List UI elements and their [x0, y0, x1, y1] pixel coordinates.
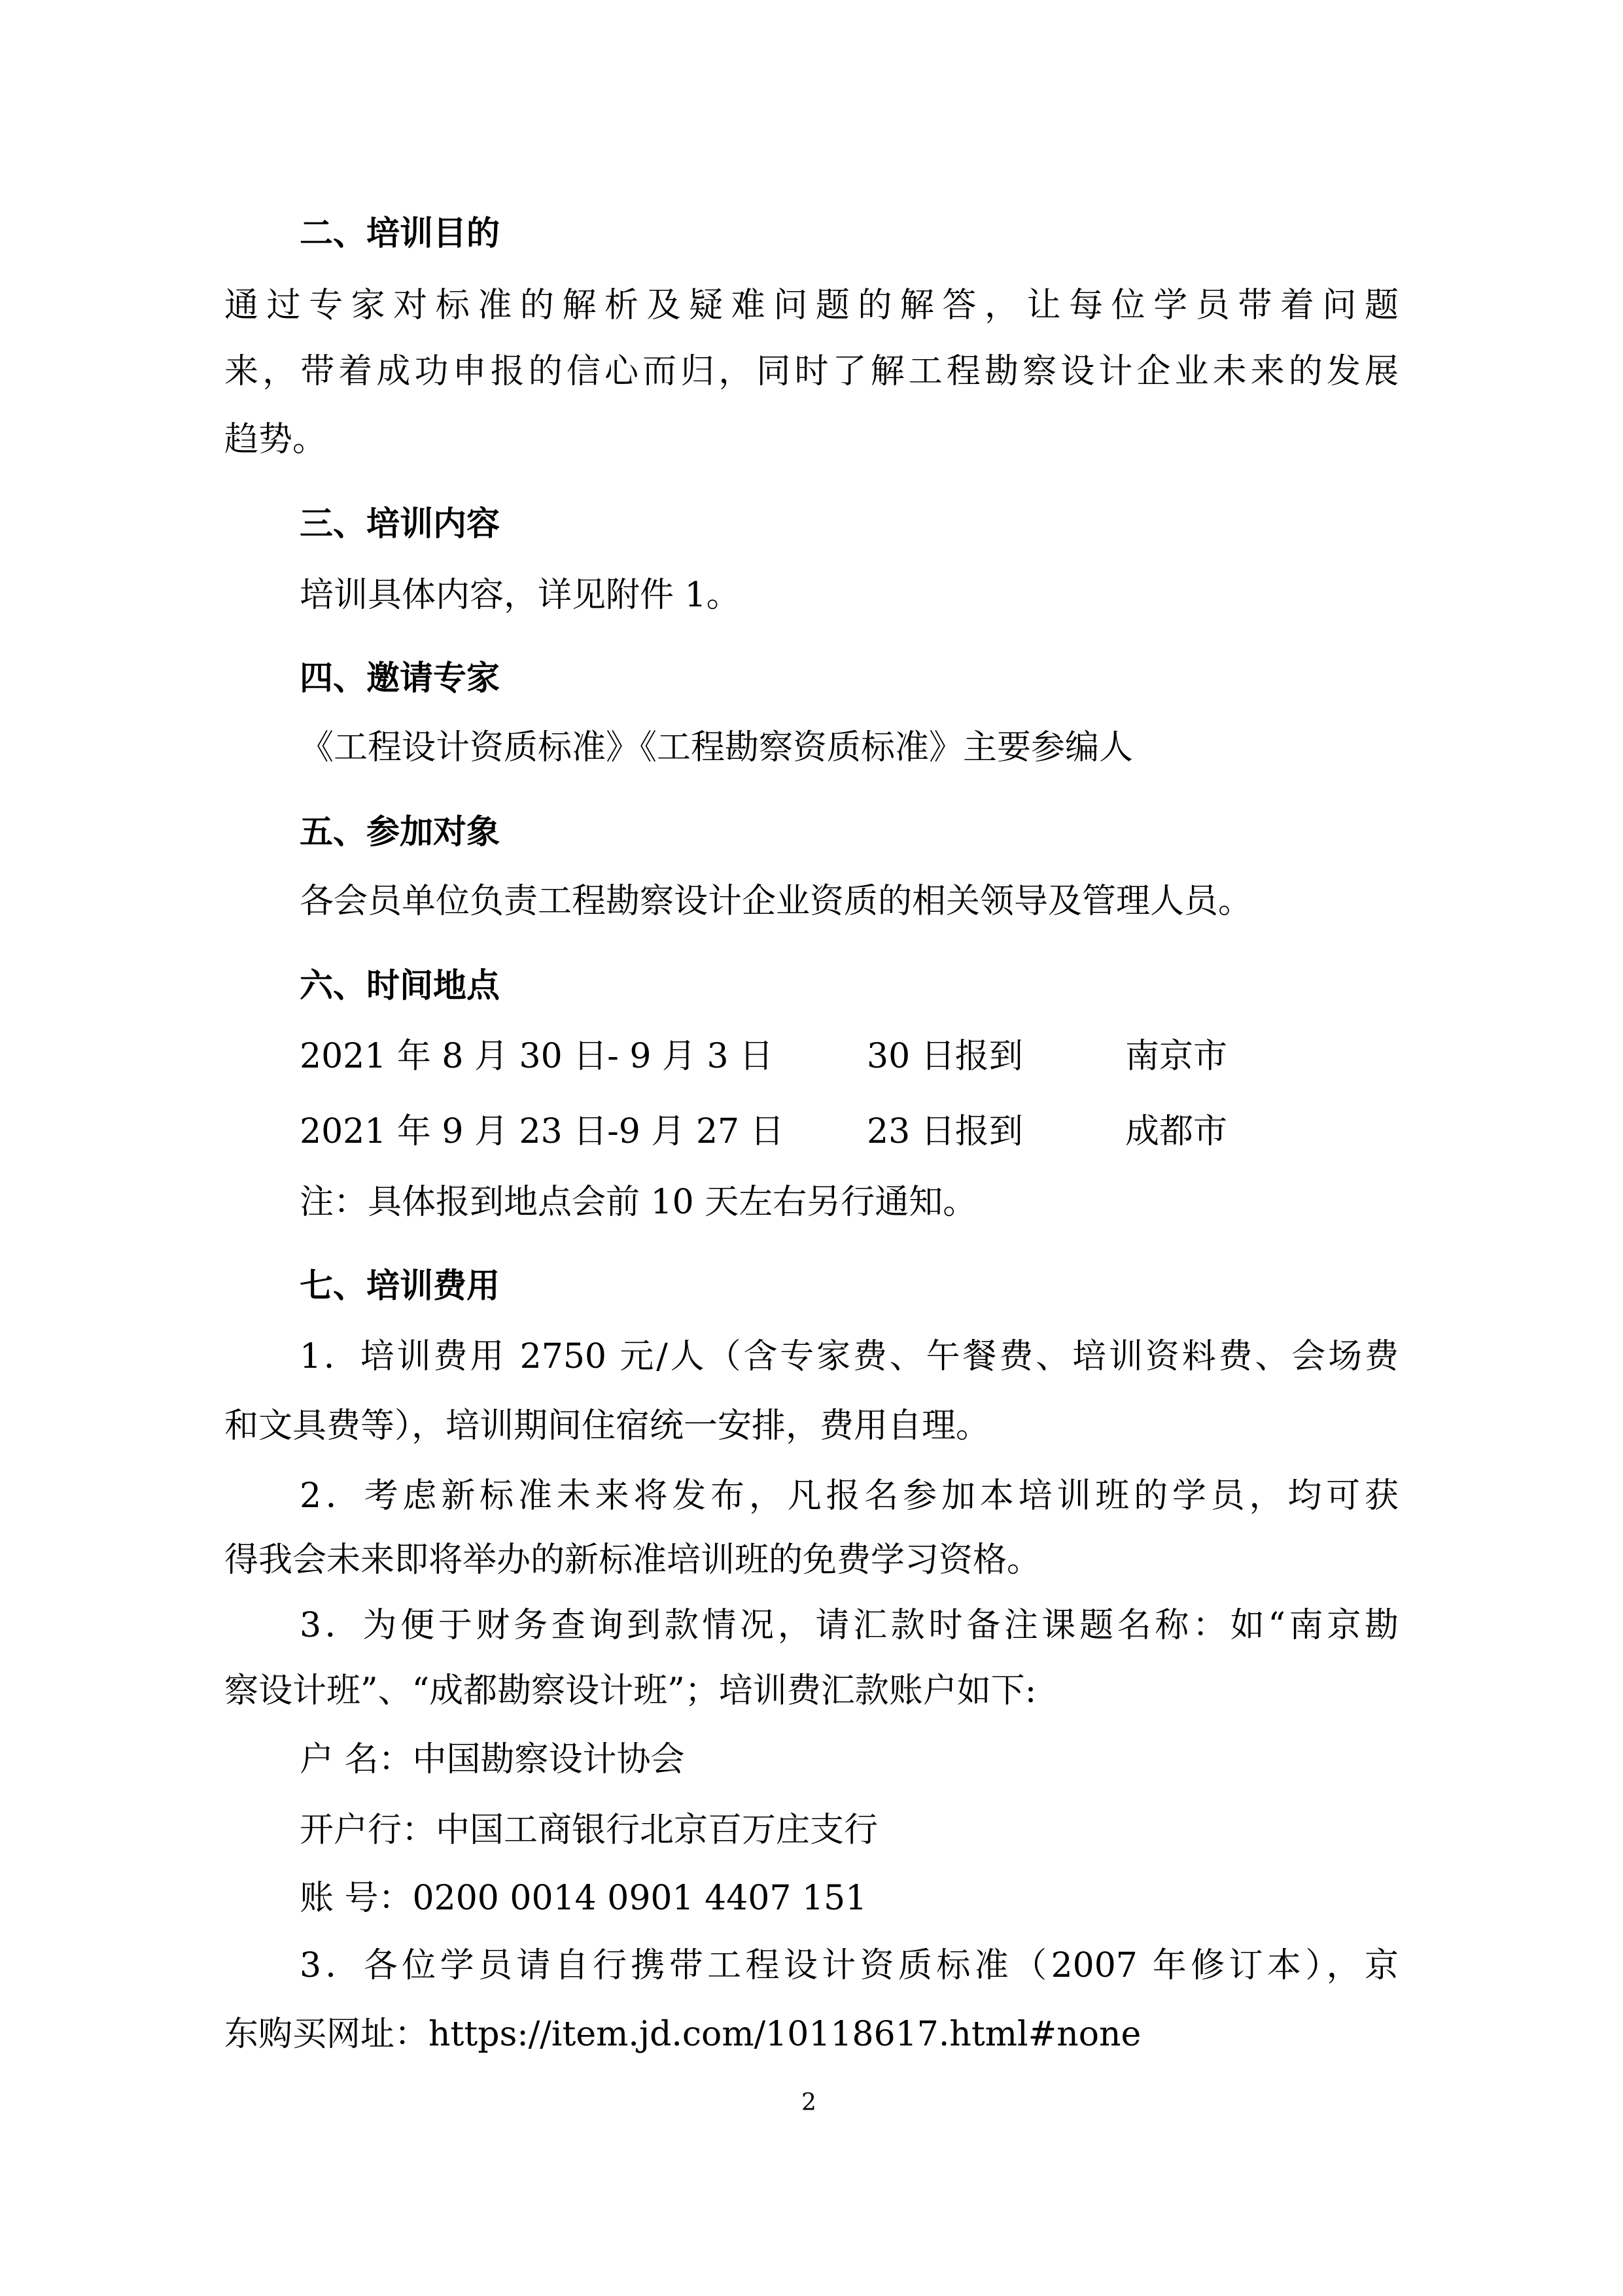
purpose-line-1: 通过专家对标准的解析及疑难问题的解答，让每位学员带着问题: [224, 286, 1399, 325]
fees-item-3-line-1: 3．为便于财务查询到款情况，请汇款时备注课题名称：如“南京勘: [300, 1606, 1399, 1645]
account-number: 账 号：0200 0014 0901 4407 151: [300, 1879, 867, 1918]
section-heading-fees: 七、培训费用: [300, 1267, 500, 1306]
content-text: 培训具体内容，详见附件 1。: [300, 576, 741, 615]
purpose-line-2: 来，带着成功申报的信心而归，同时了解工程勘察设计企业未来的发展: [224, 352, 1399, 391]
section-heading-schedule: 六、时间地点: [300, 967, 500, 1005]
bank-name: 开户行：中国工商银行北京百万庄支行: [300, 1811, 879, 1850]
participants-text: 各会员单位负责工程勘察设计企业资质的相关领导及管理人员。: [300, 882, 1253, 921]
fees-item-1-line-1: 1．培训费用 2750 元/人（含专家费、午餐费、培训资料费、会场费: [300, 1337, 1399, 1376]
section-heading-purpose: 二、培训目的: [300, 215, 500, 253]
schedule-row-1-registration: 30 日报到: [867, 1037, 1023, 1076]
fees-item-2-line-2: 得我会未来即将举办的新标准培训班的免费学习资格。: [224, 1540, 1041, 1580]
schedule-note: 注：具体报到地点会前 10 天左右另行通知。: [300, 1183, 977, 1222]
experts-text: 《工程设计资质标准》《工程勘察资质标准》主要参编人: [300, 728, 1134, 767]
section-heading-participants: 五、参加对象: [300, 813, 500, 852]
fees-item-4-line-1: 3．各位学员请自行携带工程设计资质标准（2007 年修订本），京: [300, 1946, 1399, 1985]
section-heading-content: 三、培训内容: [300, 505, 500, 544]
section-heading-experts: 四、邀请专家: [300, 659, 500, 698]
schedule-row-1-city: 南京市: [1125, 1037, 1228, 1076]
purpose-line-3: 趋势。: [224, 420, 327, 459]
schedule-row-2-registration: 23 日报到: [867, 1112, 1023, 1151]
fees-item-1-line-2: 和文具费等），培训期间住宿统一安排，费用自理。: [224, 1406, 990, 1446]
schedule-row-1-dates: 2021 年 8 月 30 日- 9 月 3 日: [300, 1037, 774, 1076]
fees-item-2-line-1: 2．考虑新标准未来将发布，凡报名参加本培训班的学员，均可获: [300, 1476, 1399, 1516]
account-name: 户 名：中国勘察设计协会: [300, 1740, 685, 1779]
schedule-row-2-dates: 2021 年 9 月 23 日-9 月 27 日: [300, 1112, 784, 1151]
fees-item-4-line-2: 东购买网址：https://item.jd.com/10118617.html#none: [224, 2015, 1142, 2054]
fees-item-3-line-2: 察设计班”、“成都勘察设计班”；培训费汇款账户如下:: [224, 1671, 1037, 1711]
schedule-row-2-city: 成都市: [1125, 1112, 1228, 1151]
page-number: 2: [801, 2089, 816, 2116]
